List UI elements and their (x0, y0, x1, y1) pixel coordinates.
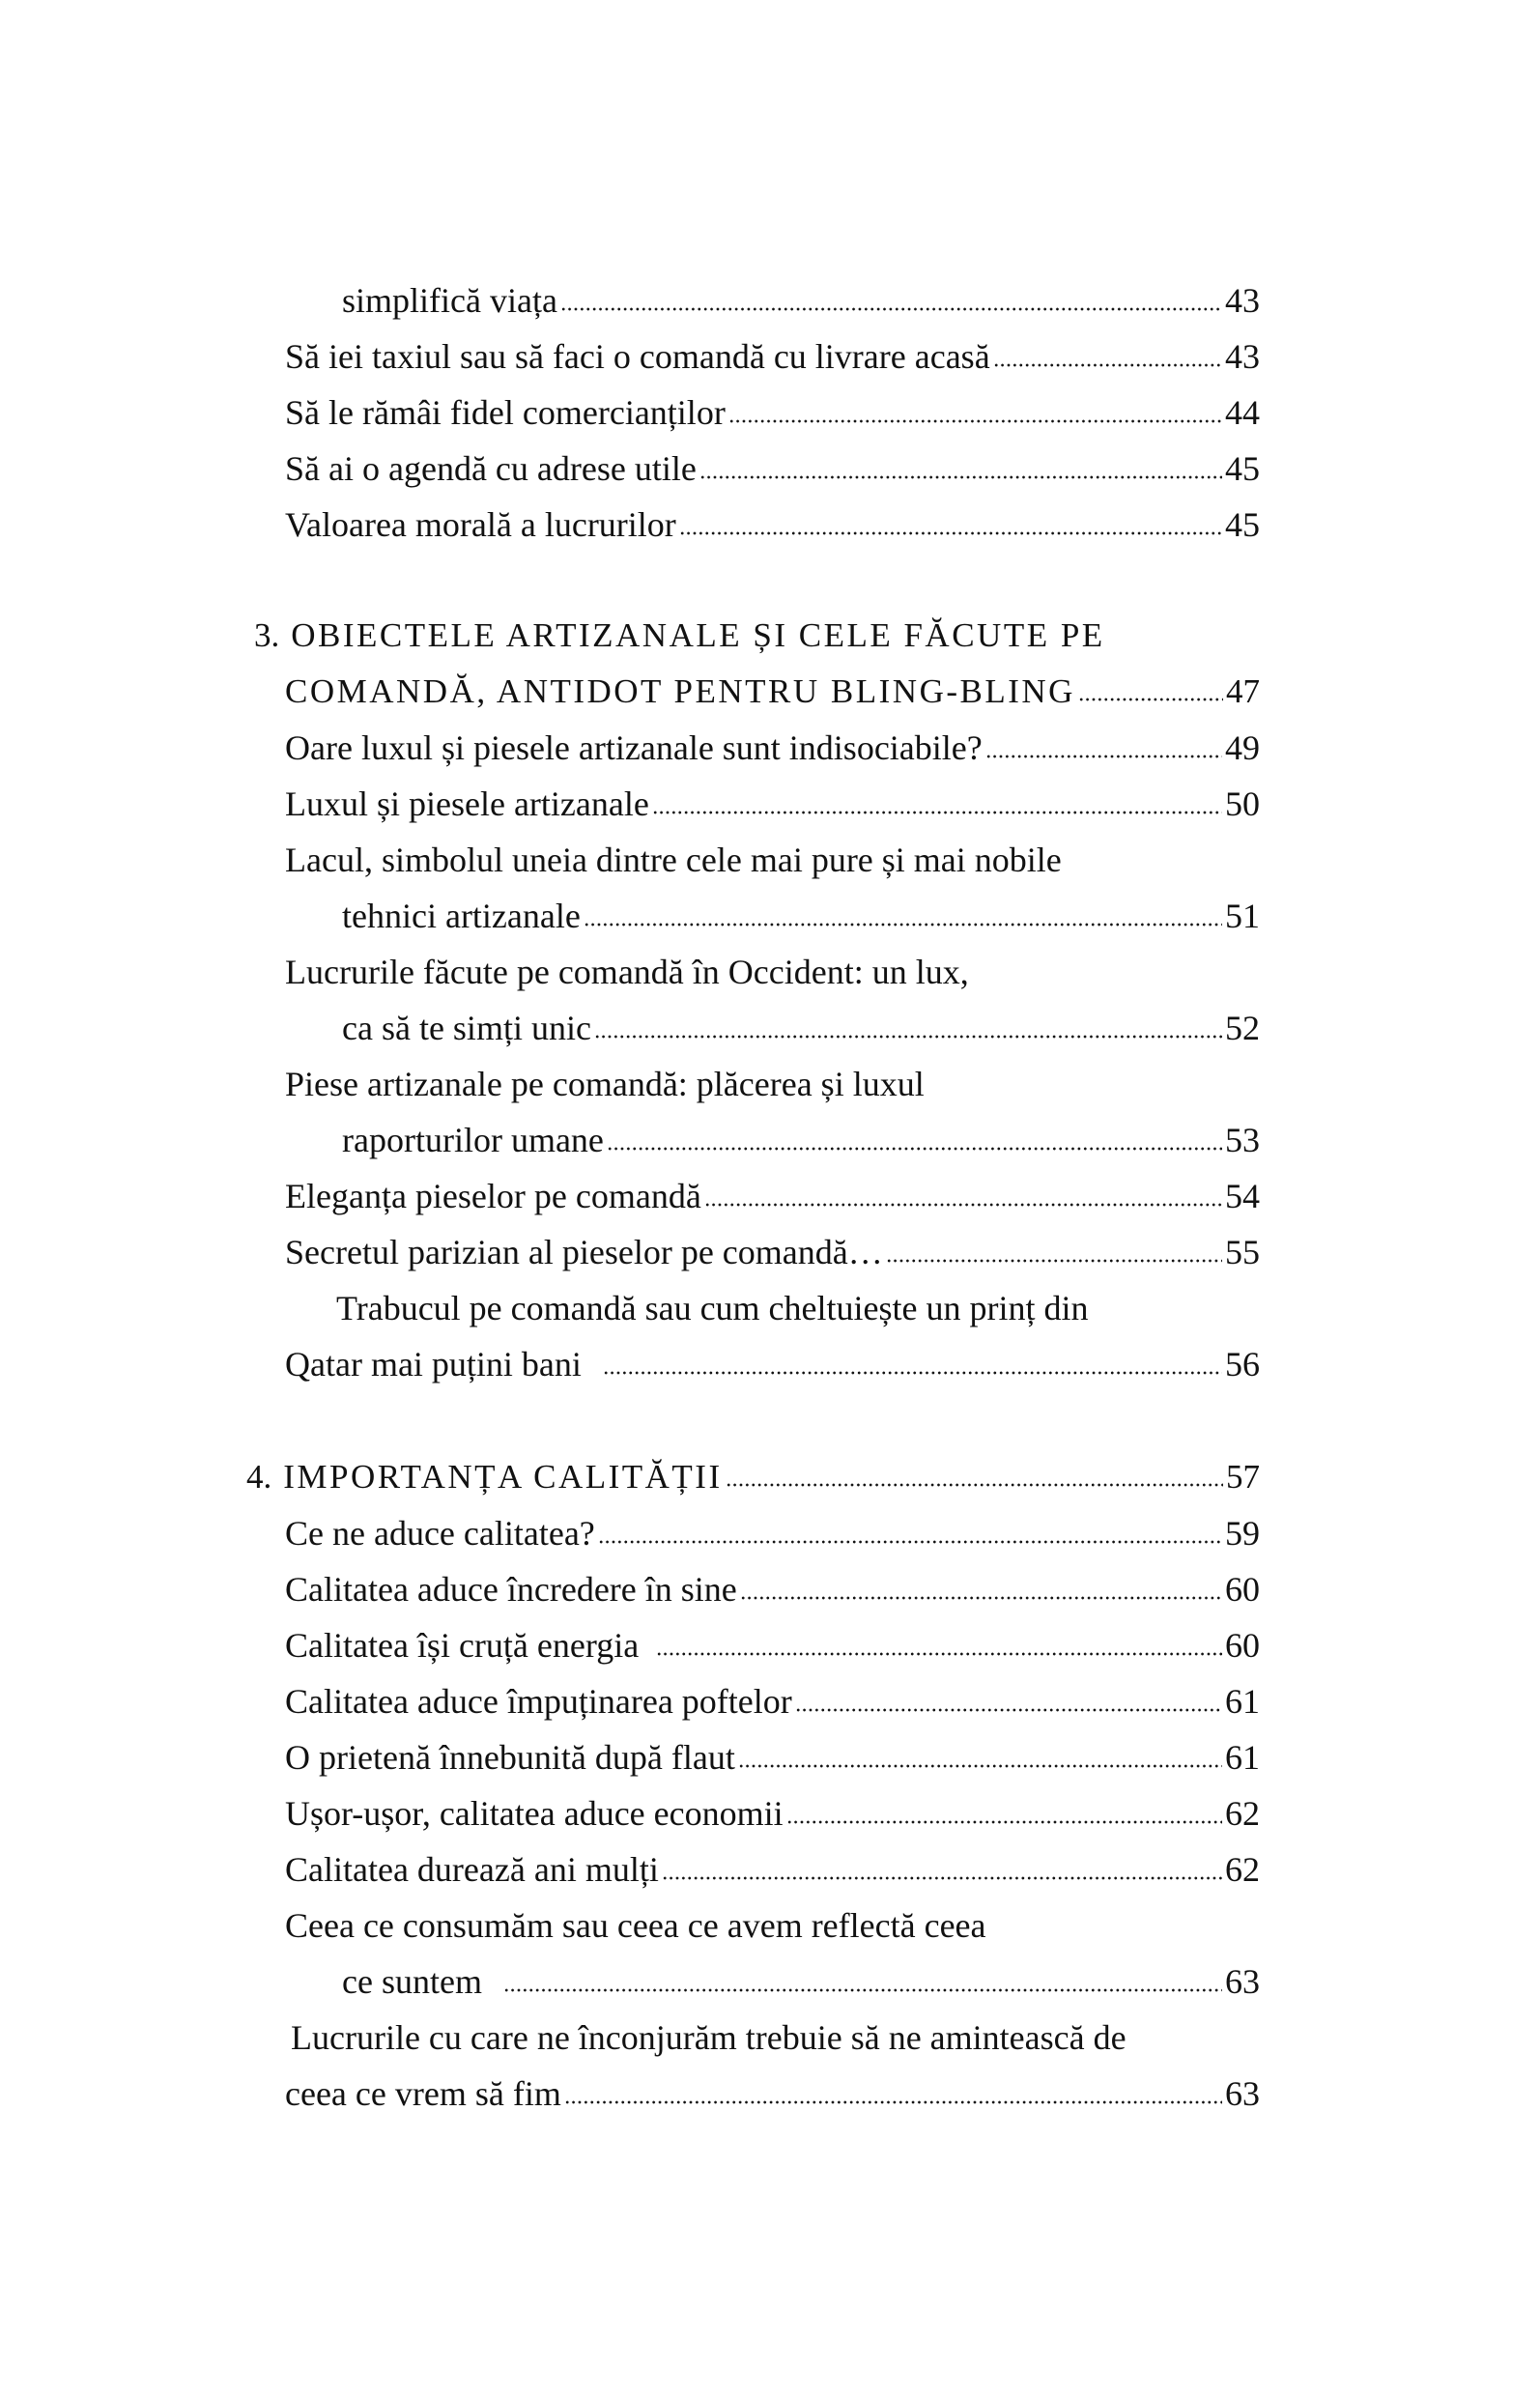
entry-title: Lucrurile făcute pe comandă în Occident: un lux, (285, 953, 969, 991)
toc-chapter-4 (0, 1449, 1260, 2122)
toc-entry-cont (0, 1336, 1260, 1392)
toc-entry-cont (0, 1954, 1260, 2010)
dot-leader (886, 1258, 1222, 1264)
toc-entry (0, 1561, 1260, 1617)
toc-entry (0, 1841, 1260, 1897)
page-number: 45 (1225, 449, 1260, 488)
page-number: 44 (1225, 393, 1260, 432)
toc-entry (0, 1617, 1260, 1673)
page-number: 63 (1225, 1962, 1260, 2001)
entry-title: tehnici artizanale (342, 897, 581, 935)
dot-leader (740, 1595, 1222, 1601)
dot-leader (652, 810, 1222, 815)
chapter-number: 4. (246, 1458, 272, 1496)
entry-title: Piese artizanale pe comandă: plăcerea și luxul (285, 1065, 925, 1103)
toc-entry (0, 1505, 1260, 1561)
toc-entry (0, 2010, 1260, 2066)
dot-leader (564, 2099, 1222, 2105)
page-number: 55 (1225, 1233, 1260, 1271)
dot-leader (584, 922, 1222, 927)
page-number: 62 (1225, 1794, 1260, 1833)
toc-section-2-continued (0, 272, 1260, 553)
chapter-heading-cont (0, 664, 1260, 720)
toc-entry-cont (0, 888, 1260, 944)
dot-leader (985, 754, 1222, 759)
dot-leader (594, 1034, 1222, 1040)
toc-entry (0, 385, 1260, 441)
page-number: 51 (1225, 897, 1260, 935)
toc-entry-cont (0, 1000, 1260, 1056)
dot-leader (738, 1763, 1222, 1769)
entry-title: Valoarea morală a lucrurilor (285, 505, 676, 544)
page-number: 50 (1225, 784, 1260, 823)
dot-leader (598, 1539, 1222, 1545)
page-number: 43 (1225, 281, 1260, 320)
toc-entry (0, 441, 1260, 497)
entry-title: Ușor-ușor, calitatea aduce economii (285, 1794, 784, 1833)
toc-entry (0, 1168, 1260, 1224)
toc-entry (0, 944, 1260, 1000)
toc-entry (0, 1897, 1260, 1954)
entry-title: Calitatea își cruță energia (285, 1626, 640, 1665)
page-number: 56 (1225, 1345, 1260, 1383)
page-number: 52 (1225, 1009, 1260, 1047)
dot-leader (726, 1482, 1223, 1488)
page-number: 43 (1225, 337, 1260, 376)
toc-entry (0, 1224, 1260, 1280)
dot-leader (662, 1875, 1222, 1881)
entry-title: Să ai o agendă cu adrese utile (285, 449, 697, 488)
chapter-title: OBIECTELE ARTIZANALE ȘI CELE FĂCUTE PE (291, 616, 1105, 654)
entry-title: Trabucul pe comandă sau cum cheltuiește un prinț din (336, 1289, 1089, 1327)
dot-leader (503, 1987, 1222, 1993)
entry-title: Lacul, simbolul uneia dintre cele mai pure și mai nobile (285, 841, 1062, 879)
toc-entry (0, 720, 1260, 776)
toc-entry (0, 497, 1260, 553)
page-number: 53 (1225, 1121, 1260, 1159)
toc-entry (0, 832, 1260, 888)
toc-entry (0, 1280, 1260, 1336)
toc-entry (0, 328, 1260, 385)
toc-entry (0, 1673, 1260, 1729)
entry-title: Eleganța pieselor pe comandă (285, 1177, 701, 1215)
page-number: 59 (1225, 1514, 1260, 1553)
dot-leader (679, 530, 1222, 536)
entry-title: Ceea ce consumăm sau ceea ce avem reflectă ceea (285, 1906, 986, 1945)
entry-title: ceea ce vrem să fim (285, 2074, 561, 2113)
toc-entry (0, 1785, 1260, 1841)
dot-leader (607, 1146, 1222, 1152)
toc-entry (0, 1729, 1260, 1785)
page-number: 60 (1225, 1570, 1260, 1609)
entry-title: Calitatea aduce împuținarea poftelor (285, 1682, 792, 1721)
page-number: 61 (1225, 1738, 1260, 1777)
dot-leader (1078, 697, 1223, 702)
entry-title: Luxul și piesele artizanale (285, 784, 649, 823)
dot-leader (795, 1707, 1222, 1713)
entry-title: ce suntem (342, 1962, 482, 2001)
dot-leader (728, 418, 1222, 424)
entry-title: Să iei taxiul sau să faci o comandă cu livrare acasă (285, 337, 990, 376)
toc-entry (0, 1056, 1260, 1112)
dot-leader (603, 1370, 1222, 1376)
entry-title: Ce ne aduce calitatea? (285, 1514, 595, 1553)
toc-entry (0, 776, 1260, 832)
chapter-title: COMANDĂ, ANTIDOT PENTRU BLING-BLING (285, 672, 1075, 710)
page-number: 63 (1225, 2074, 1260, 2113)
page-number: 49 (1225, 728, 1260, 767)
chapter-heading (0, 608, 1260, 664)
page-number: 45 (1225, 505, 1260, 544)
dot-leader (786, 1819, 1222, 1825)
entry-title: O prietenă înnebunită după flaut (285, 1738, 735, 1777)
dot-leader (560, 306, 1222, 312)
chapter-number: 3. (254, 616, 280, 654)
dot-leader (993, 362, 1222, 368)
page-number: 60 (1225, 1626, 1260, 1665)
entry-title: Calitatea aduce încredere în sine (285, 1570, 737, 1609)
dot-leader (704, 1202, 1222, 1208)
dot-leader (656, 1651, 1222, 1657)
page-number: 61 (1225, 1682, 1260, 1721)
toc-entry-cont (0, 2066, 1260, 2122)
entry-title: Qatar mai puțini bani (285, 1345, 582, 1383)
entry-title: simplifică viața (342, 281, 557, 320)
entry-title: Calitatea durează ani mulți (285, 1850, 659, 1889)
entry-title: raporturilor umane (342, 1121, 604, 1159)
entry-title: ca să te simți unic (342, 1009, 591, 1047)
chapter-heading (0, 1449, 1260, 1505)
dot-leader (699, 474, 1222, 480)
entry-title: Oare luxul și piesele artizanale sunt indisociabile? (285, 728, 983, 767)
toc-entry-cont (0, 1112, 1260, 1168)
page-number: 57 (1226, 1458, 1260, 1496)
page-number: 47 (1226, 672, 1260, 710)
entry-title: Secretul parizian al pieselor pe comandă… (285, 1233, 883, 1271)
page-number: 54 (1225, 1177, 1260, 1215)
toc-chapter-3 (0, 608, 1260, 1392)
chapter-title: IMPORTANȚA CALITĂȚII (283, 1458, 723, 1496)
toc-entry (0, 272, 1260, 328)
page-number: 62 (1225, 1850, 1260, 1889)
entry-title: Lucrurile cu care ne înconjurăm trebuie să ne amintească de (291, 2018, 1126, 2057)
entry-title: Să le rămâi fidel comercianților (285, 393, 726, 432)
